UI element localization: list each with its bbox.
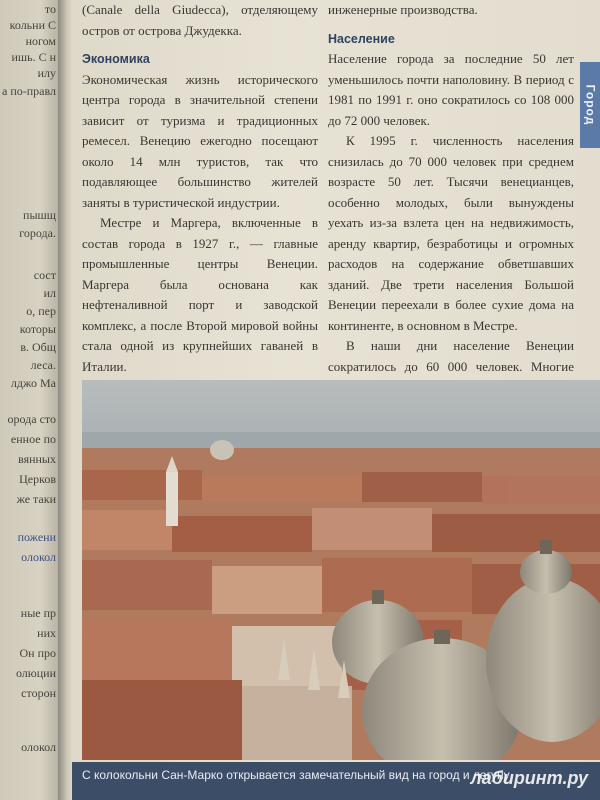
left-page-text-fragment: олокол (21, 740, 56, 754)
left-page-text-fragment: о, пер (26, 304, 56, 318)
population-paragraph-1: Население города за последние 50 лет уменьшилось почти наполовину. В период с 1981 по 1991 г. оно сократилось со 108 000 до 72 000 человек. (328, 51, 574, 128)
left-page-text-fragment: них (37, 626, 56, 640)
left-page-text-fragment: ишь. С н (11, 50, 56, 64)
economy-paragraph-2: Местре и Маргера, включенные в состав города в 1927 г., — главные промышленные центры Венеции. Маргера была основана как нефтеналивной порт и заводской комплекс, а после Второй мировой войны стала одной из крупнейших гаваней в Италии. (82, 215, 318, 374)
left-page-text-fragment: орода сто (7, 412, 56, 426)
section-heading-economy: Экономика (82, 52, 150, 66)
left-page-text-fragment: в. Общ (20, 340, 56, 354)
section-heading-population: Население (328, 31, 395, 46)
left-page-text-fragment: то (44, 2, 56, 16)
left-page-text-fragment: олюции (15, 666, 56, 680)
population-paragraph-2: К 1995 г. численность населения снизилась до 70 000 человек при среднем возрасте 50 лет. Тысячи венецианцев, особенно молодых, были вынуждены уехать из-за взлета цен на недвижимость, аренду квартир, безработицы и огромных расходов на содержание обветшавших зданий. Две трети населения Большой Венеции переехали в более сухие дома на континенте, в основном в Местре. (328, 133, 574, 333)
population-paragraph-3: В наши дни население Венеции сократилось до 60 000 человек. Многие (328, 338, 574, 374)
left-page-text-fragment: Церков (19, 472, 56, 486)
left-page-text-fragment: пожени (17, 530, 56, 544)
left-page-text-fragment: города. (19, 226, 56, 240)
column-intro-text: (Canale della Giudecca), отделяющему остров от острова Джудекка. (82, 2, 318, 38)
photo-illustration (82, 380, 600, 760)
left-page-text-fragment: сторон (21, 686, 56, 700)
economy-paragraph-1: Экономическая жизнь исторического центра города в значительной степени зависит от туризма и традиционных ремесел. Венецию ежегодно посещают около 14 млн туристов, так что подавляющее большинство жителей заняты в туристической индустрии. (82, 71, 318, 210)
left-page-text-fragment: вянных (18, 452, 56, 466)
watermark-logo: лабиринт.ру (470, 768, 588, 788)
left-page-text-fragment: Он про (19, 646, 56, 660)
left-page-text-fragment: илу (37, 66, 56, 80)
text-column-left (82, 0, 318, 439)
left-page-text-fragment: ногом (25, 34, 56, 48)
venice-panorama-photo (82, 380, 600, 760)
left-page-text-fragment: же таки (16, 492, 56, 506)
left-page-text-fragment: сост (33, 268, 56, 282)
right-page (72, 0, 600, 800)
left-page-text-fragment: леса. (30, 358, 56, 372)
column-intro-text: инженерные производства. (328, 2, 478, 17)
left-page-text-fragment: пышщ (23, 208, 56, 222)
left-page-text-fragment: которы (19, 322, 56, 336)
left-page-text-fragment: ные пр (20, 606, 56, 620)
left-page-text-fragment: кольни С (9, 18, 56, 32)
text-column-right (328, 0, 574, 418)
left-page-text-fragment: а по-правл (2, 84, 56, 98)
left-page-text-fragment: енное по (10, 432, 56, 446)
chapter-side-tab (580, 62, 600, 148)
left-page-text-fragment: олокол (21, 550, 56, 564)
left-page-text-fragment: ил (43, 286, 56, 300)
left-page-text-fragment: лджо Ма (10, 376, 56, 390)
chapter-tab-label: Город (583, 84, 597, 126)
photo-caption: С колокольни Сан-Марко открывается замечательный вид на город и лагуну (72, 762, 600, 800)
left-page-edge (0, 0, 58, 800)
book-gutter (58, 0, 72, 800)
